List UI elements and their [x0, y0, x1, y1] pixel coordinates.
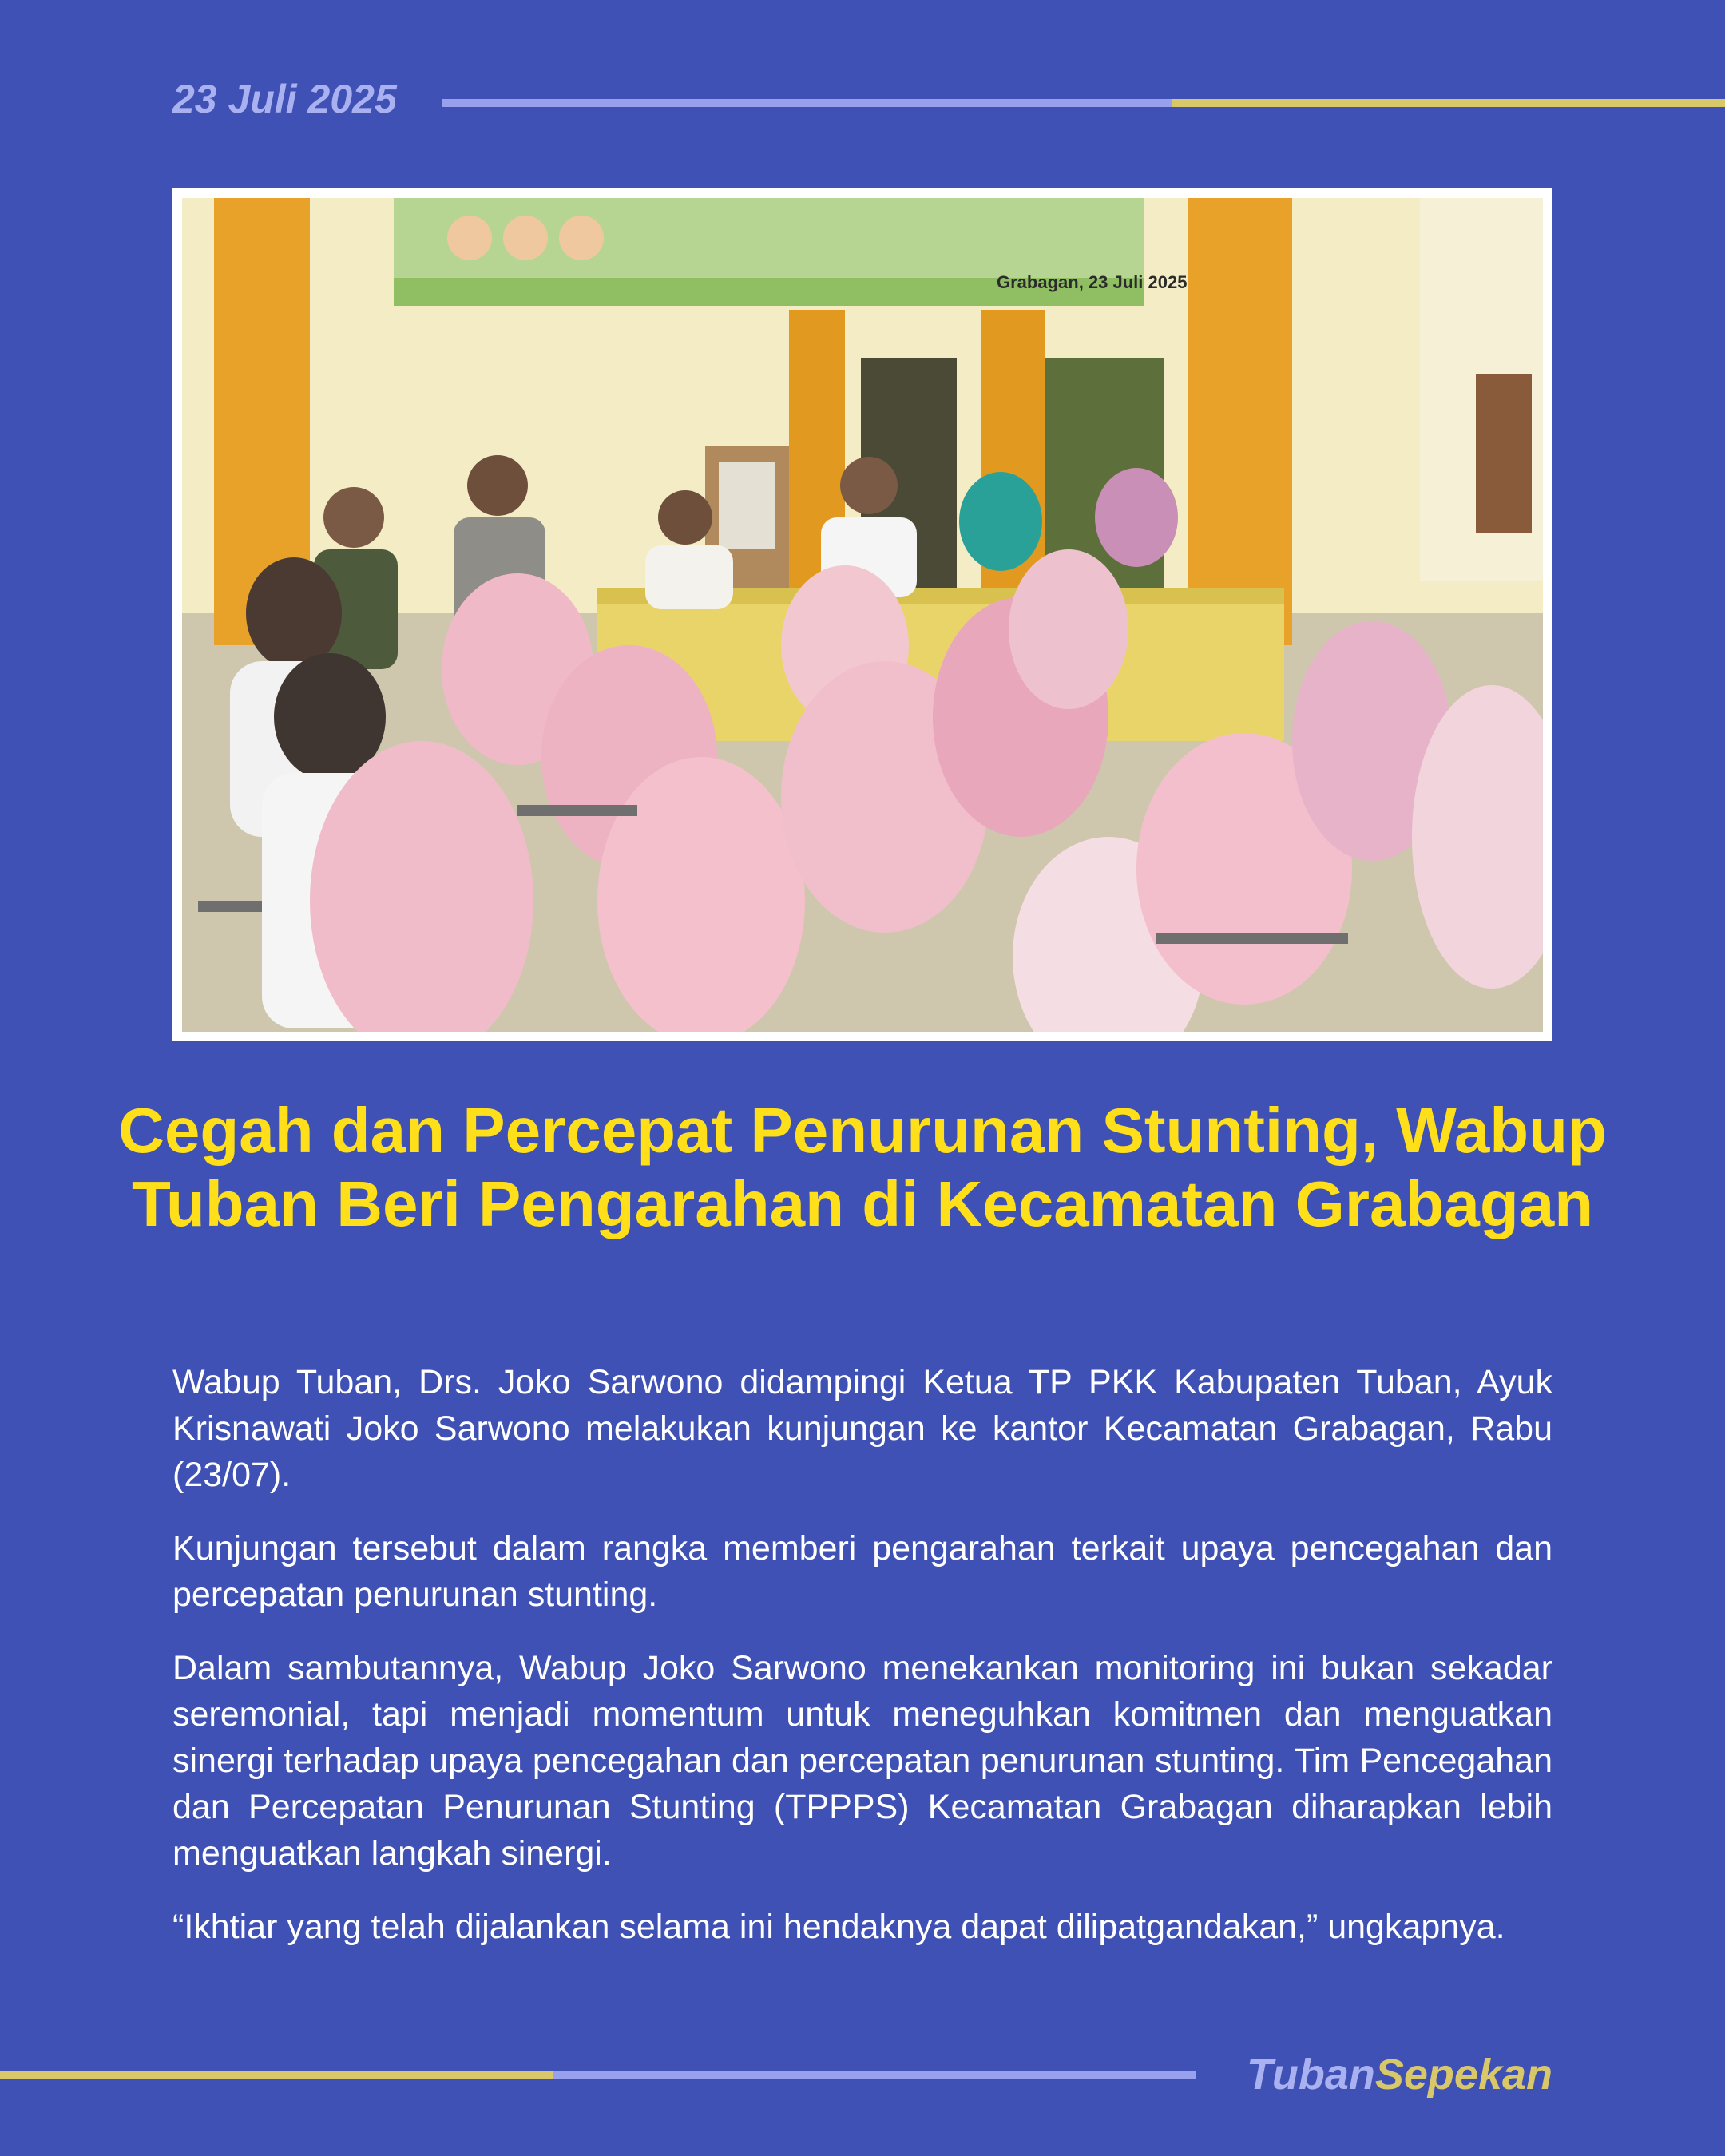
bottom-divider-blue	[553, 2071, 1196, 2079]
brand-logo	[1247, 2050, 1552, 2099]
article-paragraph: Wabup Tuban, Drs. Joko Sarwono didampingi Ketua TP PKK Kabupaten Tuban, Ayuk Krisnawati Joko Sarwono melakukan kunjungan ke kantor Kecamatan Grabagan, Rabu (23/07).	[172, 1363, 1552, 1494]
article-paragraph: Kunjungan tersebut dalam rangka memberi pengarahan terkait upaya pencegahan dan percepatan penurunan stunting.	[172, 1529, 1552, 1614]
article-body	[172, 1359, 1552, 1977]
brand-part-tuban: Tuban	[1246, 2051, 1375, 2099]
article-title: Cegah dan Percepat Penurunan Stunting, Wabup Tuban Beri Pengarahan di Kecamatan Grabagan	[118, 1095, 1607, 1239]
article-paragraph: “Ikhtiar yang telah dijalankan selama ini hendaknya dapat dilipatgandakan,” ungkapnya.	[172, 1908, 1505, 1946]
top-divider-gold	[1172, 99, 1725, 107]
bottom-divider-gold	[0, 2071, 553, 2079]
date-label: 23 Juli 2025	[172, 77, 397, 121]
brand-part-sepekan: Sepekan	[1374, 2051, 1552, 2099]
top-divider-blue	[442, 99, 1172, 107]
meeting-photo-illustration	[182, 198, 1543, 1032]
article-paragraph: Dalam sambutannya, Wabup Joko Sarwono menekankan monitoring ini bukan sekadar seremonial, tapi menjadi momentum untuk meneguhkan komitmen dan menguatkan sinergi terhadap upaya pencegahan dan percepatan penurunan stunting. Tim Pencegahan dan Percepatan Penurunan Stunting (TPPPS) Kecamatan Grabagan diharapkan lebih menguatkan langkah sinergi.	[172, 1649, 1552, 1873]
article-photo	[172, 188, 1552, 1041]
banner-caption: Grabagan, 23 Juli 2025	[997, 272, 1188, 292]
